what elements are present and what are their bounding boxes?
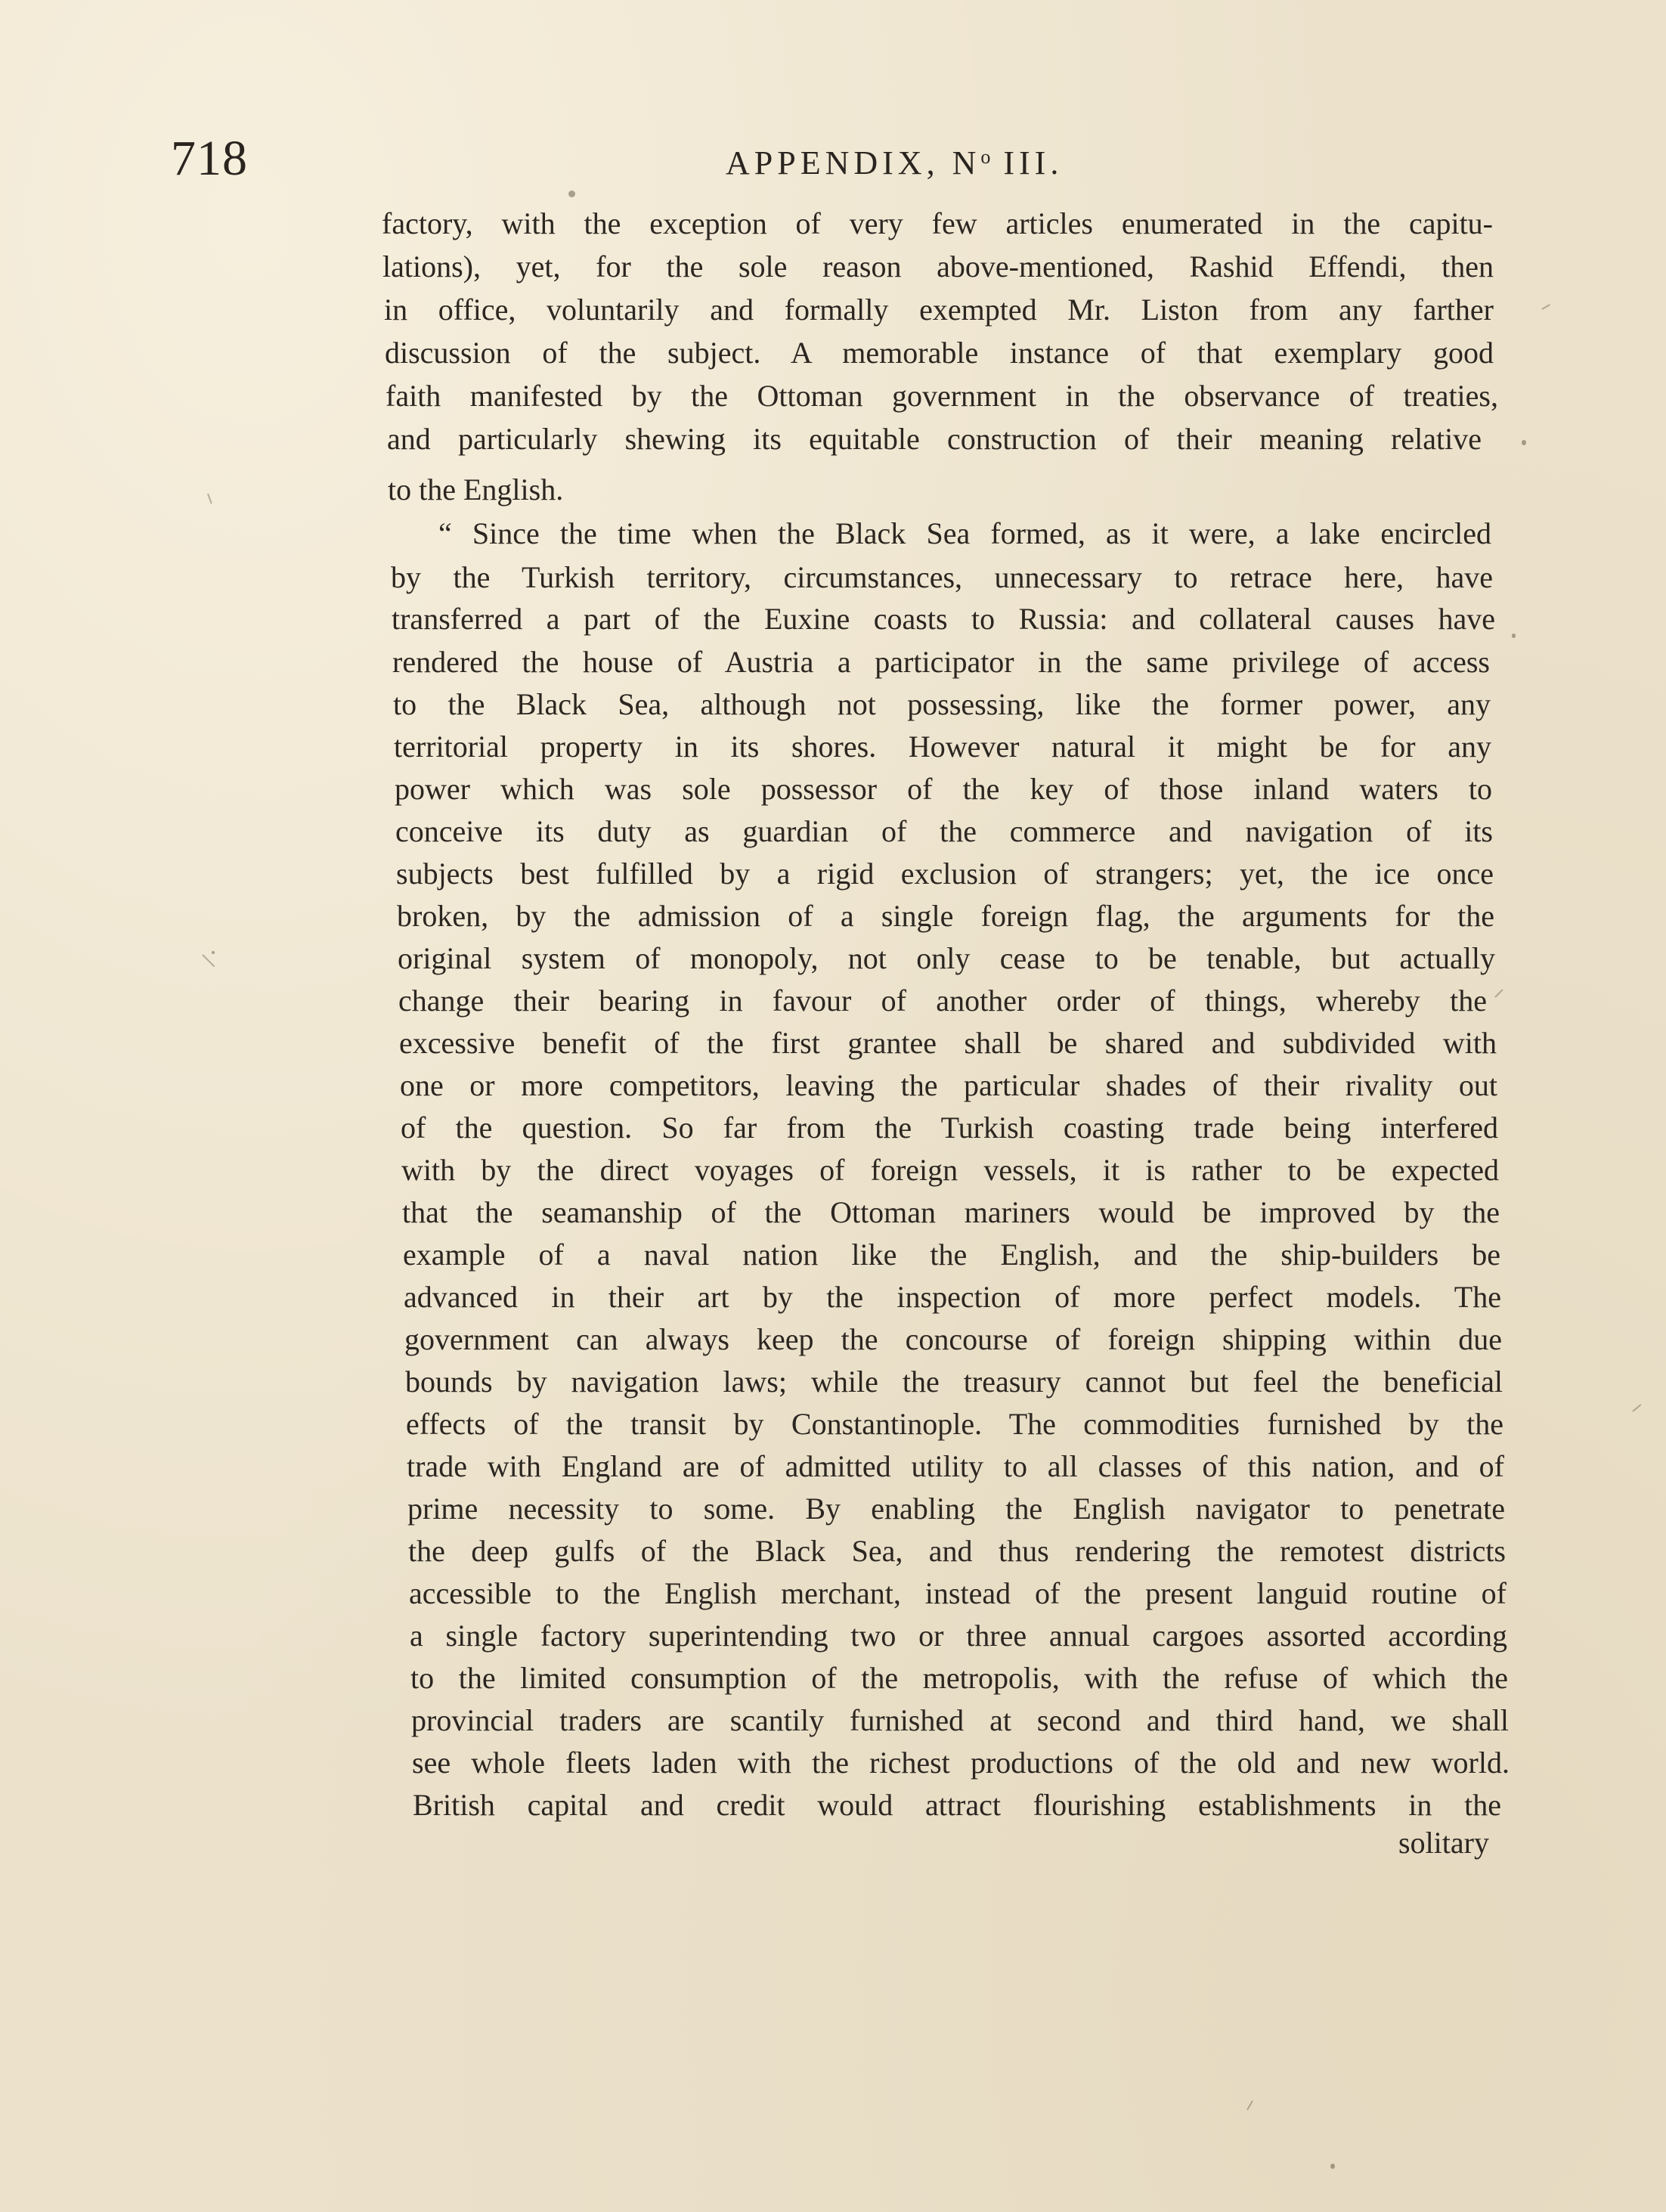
- running-head: [726, 135, 1063, 186]
- paper-mark: [207, 494, 212, 504]
- text-line: one or more competitors, leaving the particular shades of their rivality out: [400, 1068, 1497, 1102]
- text-line: to the English.: [388, 472, 564, 507]
- paper-speck: [568, 191, 575, 197]
- text-line: power which was sole possessor of the key of those inland waters to: [395, 772, 1492, 806]
- text-line: effects of the transit by Constantinople. The commodities furnished by the: [406, 1407, 1503, 1441]
- paper-mark: [1542, 304, 1550, 310]
- paper-speck: [1330, 2164, 1335, 2169]
- text-line: original system of monopoly, not only cease to be tenable, but actually: [398, 941, 1495, 975]
- text-line: “ Since the time when the Black Sea formed, as it were, a lake encircled: [438, 516, 1491, 550]
- text-line: change their bearing in favour of another order of things, whereby the: [398, 984, 1487, 1018]
- paper-speck: [1512, 634, 1516, 638]
- text-line: rendered the house of Austria a participator in the same privilege of access: [392, 645, 1490, 679]
- text-line: a single factory superintending two or three annual cargoes assorted according: [410, 1619, 1507, 1653]
- text-line: broken, by the admission of a single foreign flag, the arguments for the: [397, 899, 1494, 933]
- text-line: by the Turkish territory, circumstances, unnecessary to retrace here, have: [391, 560, 1493, 594]
- text-line: bounds by navigation laws; while the treasury cannot but feel the beneficial: [405, 1365, 1503, 1399]
- text-line: in office, voluntarily and formally exempted Mr. Liston from any farther: [384, 293, 1494, 327]
- text-line: advanced in their art by the inspection of more perfect models. The: [404, 1280, 1501, 1314]
- text-line: prime necessity to some. By enabling the English navigator to penetrate: [407, 1492, 1505, 1526]
- text-line: provincial traders are scantily furnished at second and third hand, we shall: [411, 1703, 1509, 1737]
- text-line: that the seamanship of the Ottoman mariners would be improved by the: [402, 1195, 1500, 1229]
- text-line: of the question. So far from the Turkish coasting trade being interfered: [401, 1111, 1498, 1145]
- text-line: to the Black Sea, although not possessing, like the former power, any: [393, 687, 1491, 721]
- text-line: trade with England are of admitted utility to all classes of this nation, and of: [407, 1449, 1504, 1483]
- paper-speck: [212, 951, 215, 954]
- text-line: territorial property in its shores. However natural it might be for any: [394, 730, 1491, 764]
- running-head-superscript: o: [980, 146, 991, 168]
- paper-mark: [1494, 989, 1503, 997]
- text-line: see whole fleets laden with the richest productions of the old and new world.: [412, 1746, 1510, 1780]
- paper-mark: [1632, 1404, 1641, 1412]
- paper-mark: [1246, 2100, 1253, 2110]
- text-line: to the limited consumption of the metropolis, with the refuse of which the: [410, 1661, 1508, 1695]
- text-line: excessive benefit of the first grantee shall be shared and subdivided with: [399, 1026, 1497, 1060]
- text-line: with by the direct voyages of foreign vessels, it is rather to be expected: [401, 1153, 1499, 1187]
- text-line: the deep gulfs of the Black Sea, and thus rendering the remotest districts: [408, 1534, 1506, 1568]
- text-line: accessible to the English merchant, instead of the present languid routine of: [409, 1576, 1507, 1610]
- text-line: conceive its duty as guardian of the commerce and navigation of its: [395, 814, 1493, 848]
- text-line: and particularly shewing its equitable construction of their meaning relative: [387, 422, 1482, 456]
- paper-speck: [1522, 440, 1526, 445]
- text-line: example of a naval nation like the English, and the ship-builders be: [403, 1238, 1500, 1272]
- text-line: government can always keep the concourse of foreign shipping within due: [404, 1322, 1502, 1356]
- text-line: subjects best fulfilled by a rigid exclusion of strangers; yet, the ice once: [396, 857, 1494, 891]
- running-head-main: APPENDIX, N: [726, 144, 981, 181]
- text-line: discussion of the subject. A memorable instance of that exemplary good: [385, 336, 1494, 370]
- text-line: transferred a part of the Euxine coasts to Russia: and collateral causes have: [392, 602, 1495, 636]
- running-head-rest: III.: [990, 144, 1064, 181]
- catchword: solitary: [1398, 1826, 1489, 1860]
- text-line: lations), yet, for the sole reason above-mentioned, Rashid Effendi, then: [382, 249, 1494, 283]
- paper-mark: [202, 954, 215, 967]
- text-line: faith manifested by the Ottoman government in the observance of treaties,: [386, 379, 1498, 413]
- text-line: British capital and credit would attract flourishing establishments in the: [413, 1788, 1501, 1822]
- page-number: 718: [171, 131, 248, 186]
- text-line: factory, with the exception of very few articles enumerated in the capitu-: [382, 206, 1493, 240]
